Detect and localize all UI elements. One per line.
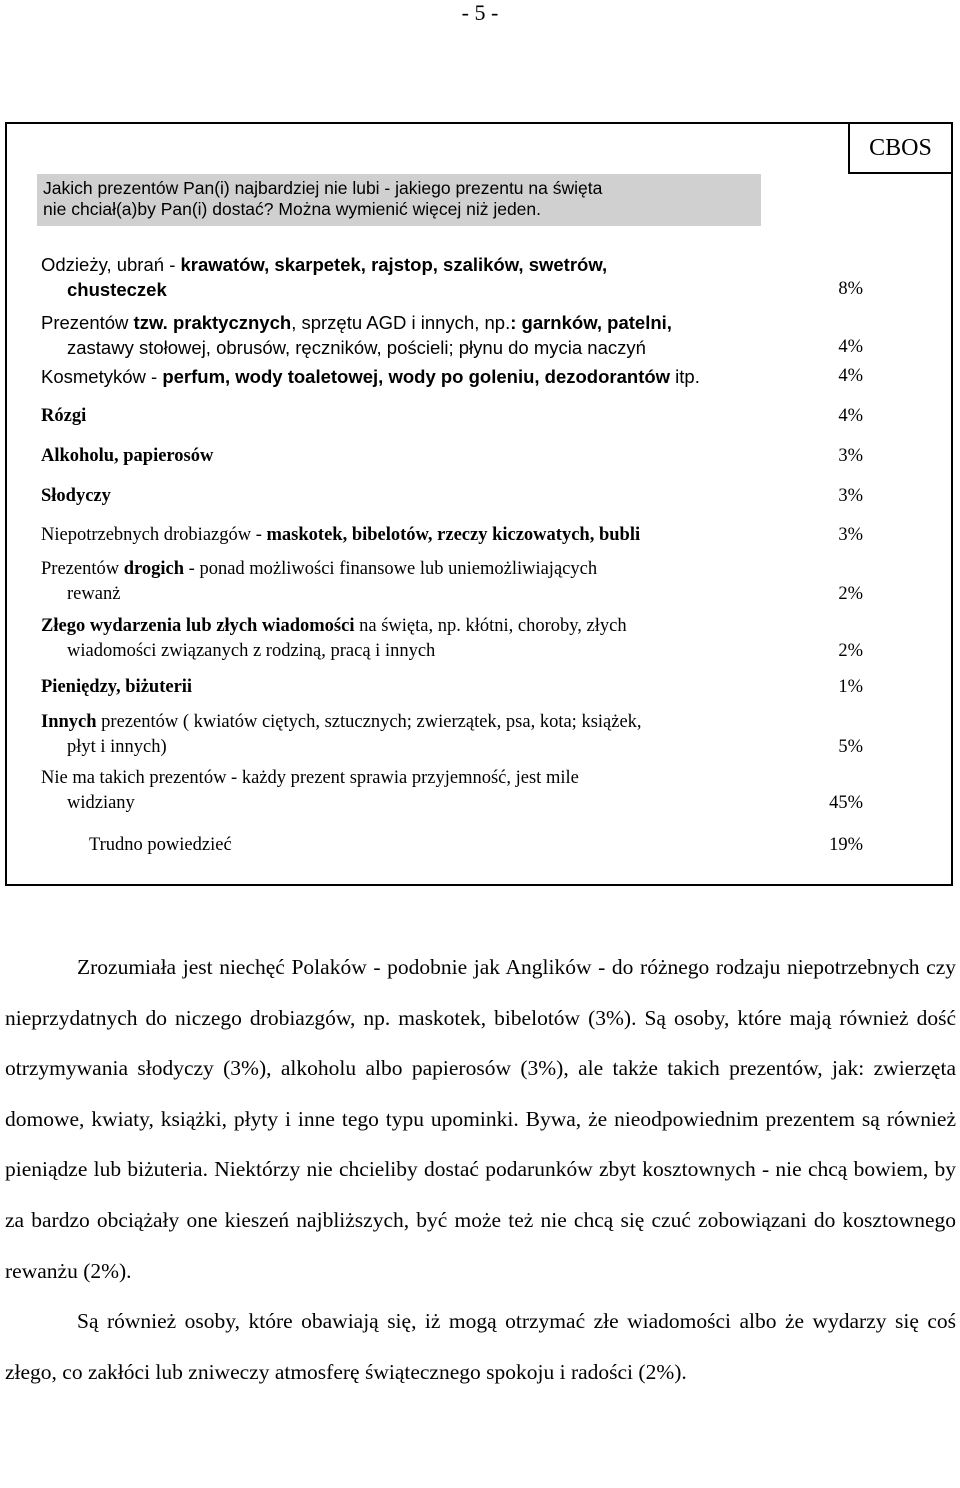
answer-label: Złego wydarzenia lub złych wiadomości na święta, np. kłótni, choroby, złych wiadomości związanych z rodziną, pracą i innych xyxy=(41,616,627,661)
answer-label: Prezentów drogich - ponad możliwości finansowe lub uniemożliwiających rewanż xyxy=(41,559,598,604)
answer-label: Słodyczy xyxy=(41,486,111,506)
answer-label: Nie ma takich prezentów - każdy prezent sprawia przyjemność, jest mile widziany xyxy=(41,768,579,813)
paragraph-1: Zrozumiała jest niechęć Polaków - podobnie jak Anglików - do różnego rodzaju niepotrzebnych czy nieprzydatnych do niczego drobiazgów, np. maskotek, bibelotów (3%). Są osoby, które mają również dość otrzymywania słodyczy (3%), alkoholu albo papierosów (3%), ale także takich prezentów, jak: zwierzęta domowe, kwiaty, książki, płyty i inne tego typu upominki. Bywa, że nieodpowiednim prezentem są również pieniądze lub biżuteria. Niektórzy nie chcieliby dostać podarunków zbyt kosztownych - nie chcą bowiem, by za bardzo obciążały one kieszeń najbliższych, być może też nie chcą się czuć zobowiązani do kosztownego rewanżu (2%). xyxy=(5,955,956,1283)
answer-value: 3% xyxy=(838,525,863,545)
question-line-2: nie chciał(a)by Pan(i) dostać? Można wymienić więcej niż jeden. xyxy=(43,199,541,219)
cbos-badge: CBOS xyxy=(848,122,953,174)
survey-table xyxy=(5,122,953,886)
question-line-1: Jakich prezentów Pan(i) najbardziej nie lubi - jakiego prezentu na święta xyxy=(43,178,603,198)
answer-value: 4% xyxy=(838,366,863,386)
answer-value: 1% xyxy=(838,677,863,697)
answer-label: Niepotrzebnych drobiazgów - maskotek, bibelotów, rzeczy kiczowatych, bubli xyxy=(41,525,641,545)
answer-label: Prezentów tzw. praktycznych, sprzętu AGD i innych, np.: garnków, patelni, zastawy stołowej, obrusów, ręczników, pościeli; płynu do mycia naczyń xyxy=(41,312,672,358)
answer-label: Rózgi xyxy=(41,406,87,426)
answer-value: 3% xyxy=(838,486,863,506)
answer-value: 19% xyxy=(829,835,863,855)
page-number: - 5 - xyxy=(461,0,499,25)
answer-value: 8% xyxy=(838,279,863,299)
survey-question xyxy=(37,174,761,226)
answer-label: Alkoholu, papierosów xyxy=(41,446,214,466)
answer-value: 3% xyxy=(838,446,863,466)
answer-value: 45% xyxy=(829,793,863,813)
answer-value: 2% xyxy=(838,584,863,604)
answer-value: 4% xyxy=(838,406,863,426)
answer-value: 4% xyxy=(838,337,863,357)
answer-label: Kosmetyków - perfum, wody toaletowej, wody po goleniu, dezodorantów itp. xyxy=(41,366,700,387)
answer-label: Pieniędzy, biżuterii xyxy=(41,677,193,697)
body-text xyxy=(5,942,956,1397)
paragraph-2: Są również osoby, które obawiają się, iż mogą otrzymać złe wiadomości albo że wydarzy się coś złego, co zakłóci lub zniweczy atmosferę świątecznego spokoju i radości (2%). xyxy=(5,1309,956,1384)
answer-value: 2% xyxy=(838,641,863,661)
answer-label: Innych prezentów ( kwiatów ciętych, sztucznych; zwierzątek, psa, kota; książek, płyt i innych) xyxy=(41,712,642,757)
answer-value: 5% xyxy=(838,737,863,757)
answer-label: Odzieży, ubrań - krawatów, skarpetek, rajstop, szalików, swetrów, chusteczek xyxy=(41,254,608,300)
answer-label: Trudno powiedzieć xyxy=(89,835,232,855)
